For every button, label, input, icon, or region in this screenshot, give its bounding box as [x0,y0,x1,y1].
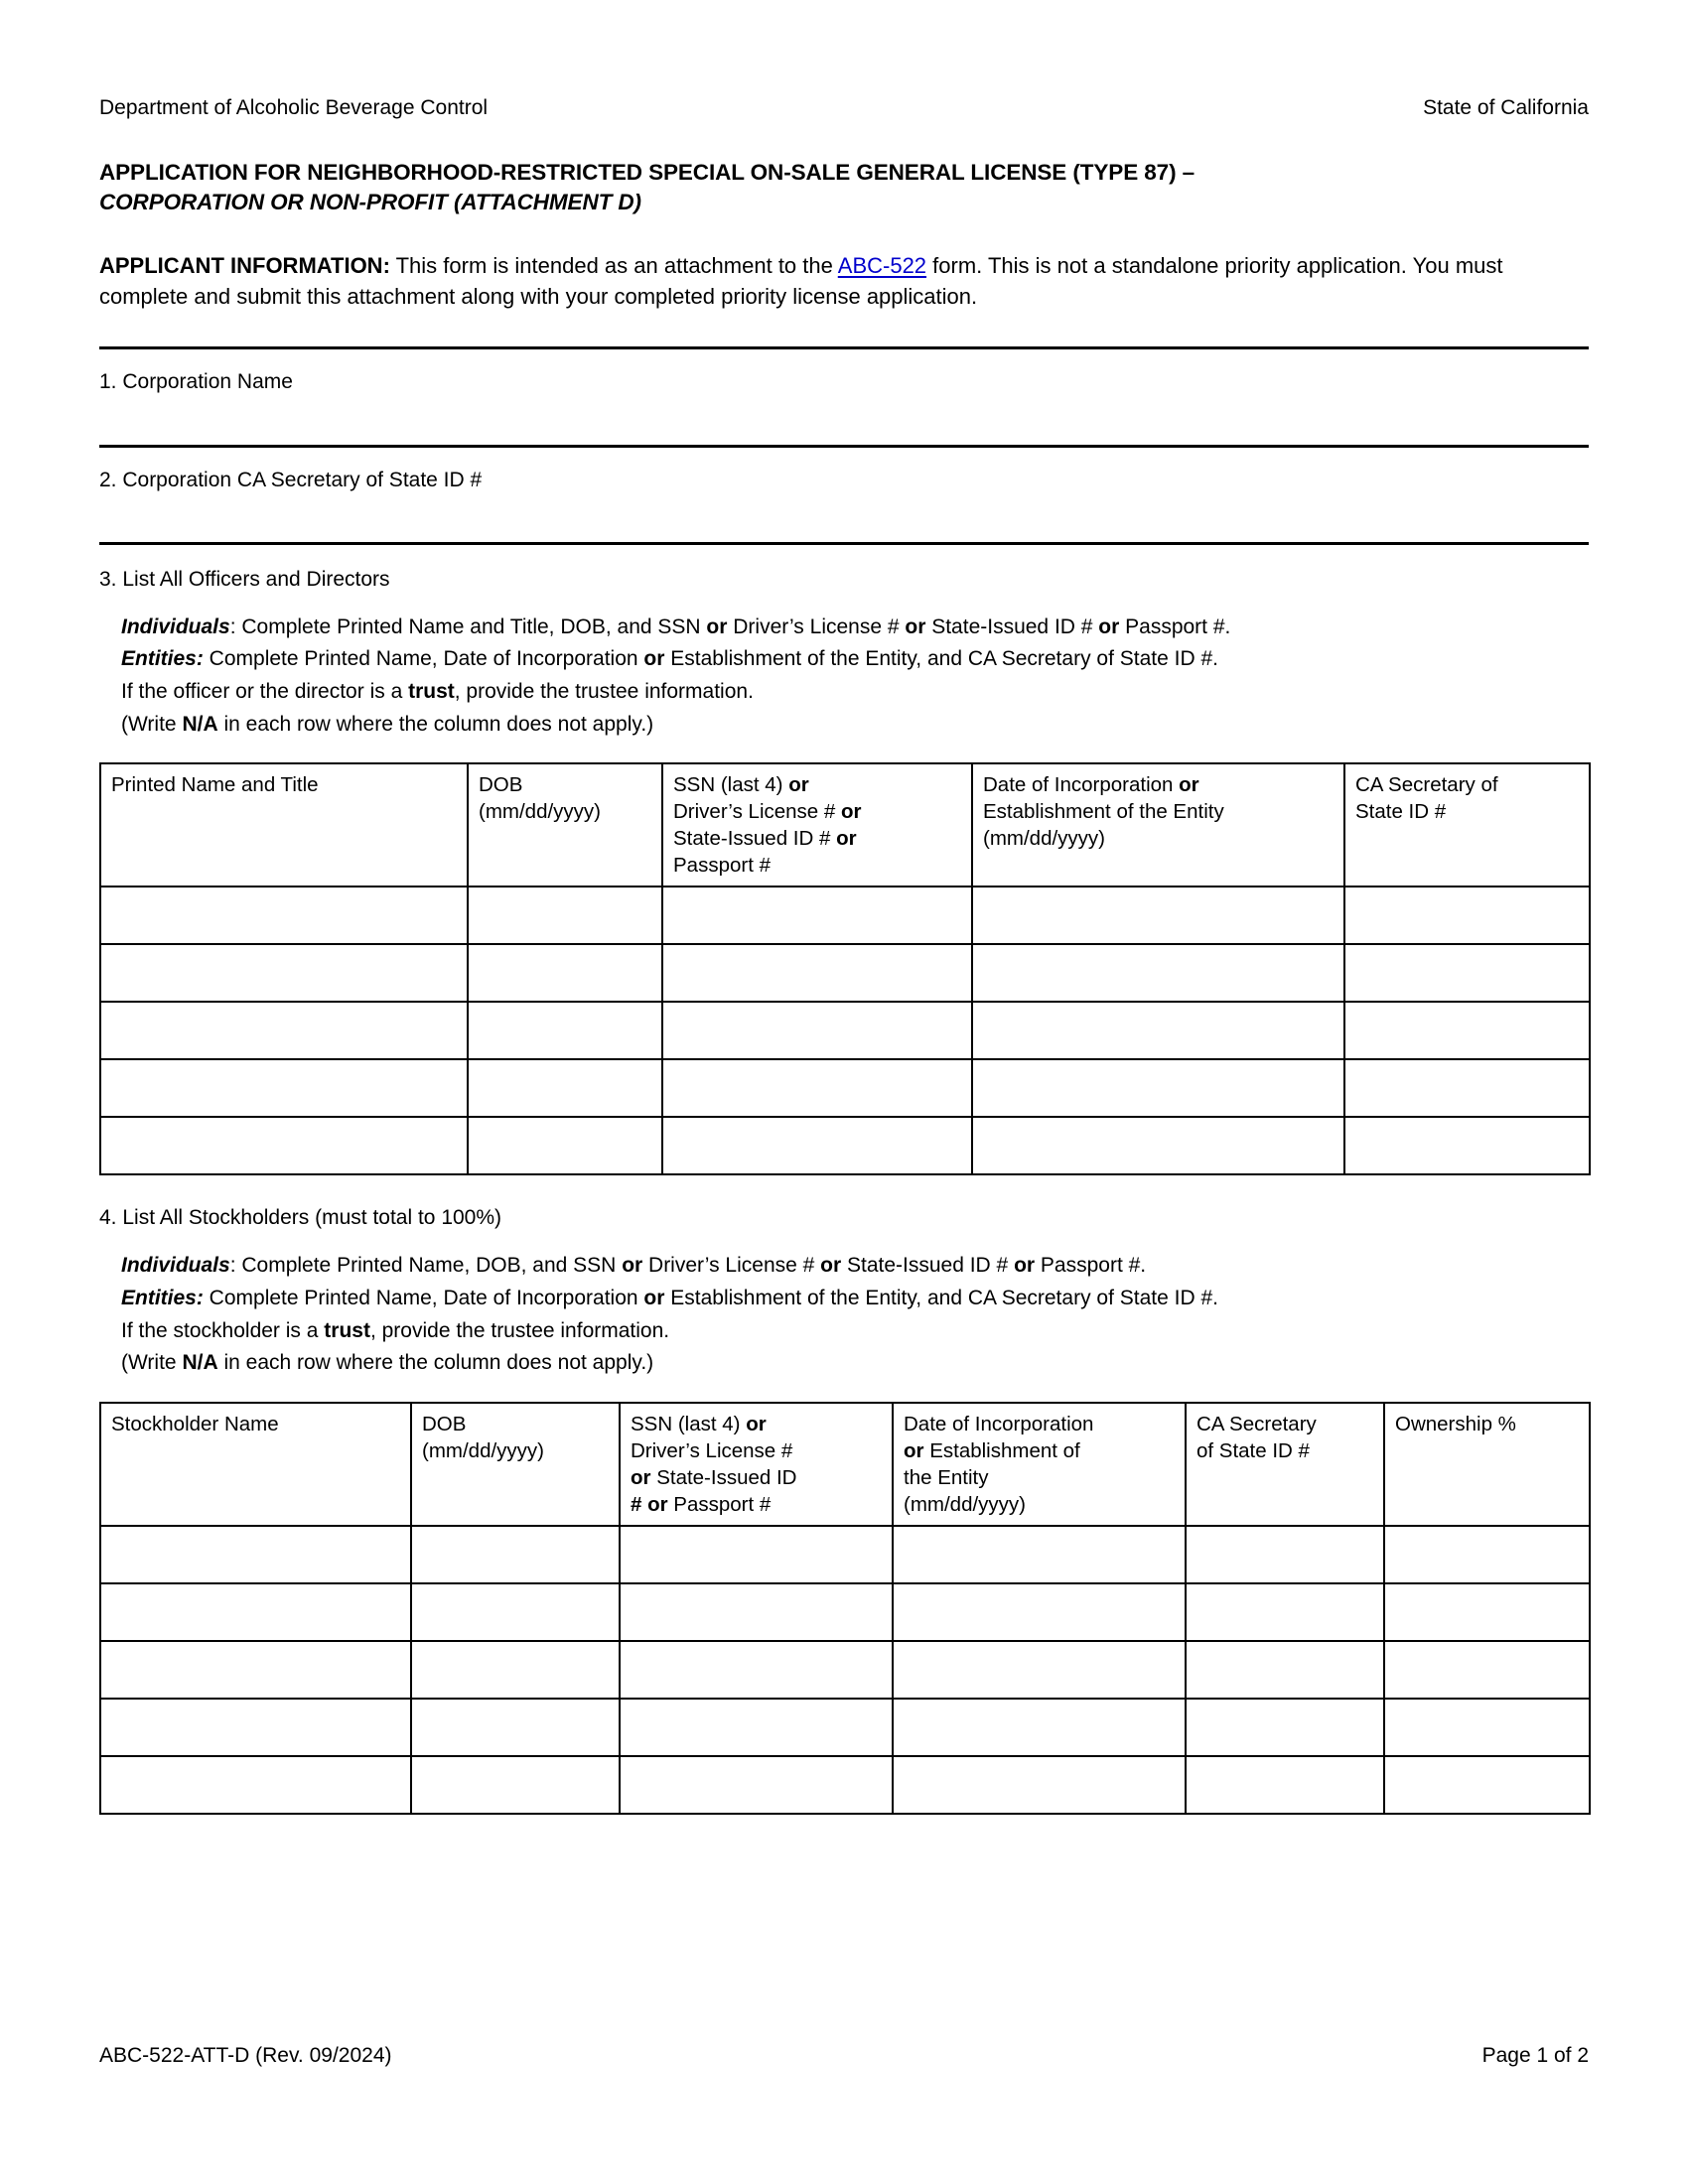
cell-ownership-percent[interactable] [1384,1756,1590,1814]
cell-ca-sos-id[interactable] [1186,1526,1384,1583]
cell-dob[interactable] [468,1002,662,1059]
cell-stockholder-name[interactable] [100,1756,411,1814]
cell-ca-sos-id[interactable] [1186,1641,1384,1699]
individuals-text-4: Passport #. [1035,1254,1147,1278]
col3-line1b: or [746,1412,767,1435]
col3-line4a: Passport # [667,1492,772,1516]
col4-line2a: Establishment of the Entity [983,800,1224,824]
cell-date-incorporation[interactable] [972,1002,1344,1059]
section-3-trust-line [121,676,1589,709]
column-header-ssn-id [620,1403,893,1526]
cell-ssn-id[interactable] [662,1117,972,1174]
individuals-or-3: or [1098,614,1120,638]
cell-stockholder-name[interactable] [100,1699,411,1756]
cell-dob[interactable] [411,1641,620,1699]
col5-line1: CA Secretary of [1355,773,1498,797]
section-4-entities-line [121,1283,1589,1315]
table-row [100,1059,1590,1117]
officers-table-body [100,887,1590,1174]
cell-ssn-id[interactable] [620,1756,893,1814]
column-header-ca-sos-id [1344,763,1590,887]
col5-line2: of State ID # [1196,1438,1310,1462]
cell-ca-sos-id[interactable] [1344,1002,1590,1059]
cell-ownership-percent[interactable] [1384,1583,1590,1641]
cell-ssn-id[interactable] [662,887,972,944]
table-row [100,1117,1590,1174]
col3-line2a: Driver’s License # [673,800,842,824]
document-footer [99,2043,1589,2068]
col4-line3a: (mm/dd/yyyy) [983,827,1105,851]
cell-dob[interactable] [411,1583,620,1641]
section-4-na-line [121,1347,1589,1380]
col4-line4a: (mm/dd/yyyy) [904,1492,1026,1516]
cell-ca-sos-id[interactable] [1186,1699,1384,1756]
applicant-info-text-before-link: This form is intended as an attachment to the [389,252,838,278]
cell-ssn-id[interactable] [662,944,972,1002]
table-row [100,887,1590,944]
individuals-label: Individuals [121,614,230,638]
trust-text-before: If the officer or the director is a [121,680,409,703]
cell-date-incorporation[interactable] [972,1117,1344,1174]
table-row [100,1756,1590,1814]
cell-date-incorporation[interactable] [893,1583,1186,1641]
cell-date-incorporation[interactable] [893,1699,1186,1756]
entities-text-2: Establishment of the Entity, and CA Secretary of State ID #. [664,1287,1218,1310]
entities-label: Entities: [121,1287,204,1310]
table-row [100,1002,1590,1059]
cell-ssn-id[interactable] [620,1641,893,1699]
column-header-ssn-id [662,763,972,887]
section-3-na-line [121,709,1589,742]
section-3-individuals-line [121,612,1589,644]
col3-line4b: # or [631,1492,668,1516]
cell-stockholder-name[interactable] [100,1526,411,1583]
applicant-information-paragraph [99,250,1589,314]
section-4-individuals-line [121,1250,1589,1283]
col2-line1: DOB [422,1412,467,1435]
col3-line2b: or [841,800,862,824]
col4-line1a: Date of Incorporation [904,1412,1094,1435]
cell-ssn-id[interactable] [662,1059,972,1117]
document-header [99,95,1589,120]
title-line-1: APPLICATION FOR NEIGHBORHOOD-RESTRICTED SPECIAL ON-SALE GENERAL LICENSE (TYPE 87) – [99,160,1196,186]
officers-directors-table [99,762,1591,1175]
section-3-heading: 3. List All Officers and Directors [99,567,390,591]
col4-line2b: or [904,1438,924,1462]
table-row [100,1583,1590,1641]
cell-date-incorporation[interactable] [893,1526,1186,1583]
applicant-info-text-after-link: form. This is not a standalone priority application. You must complete and submit this attachment along with your completed priority license application. [99,252,1503,310]
individuals-text-3: State-Issued ID # [841,1254,1015,1278]
na-text-after: in each row where the column does not apply.) [217,1351,654,1375]
individuals-or-1: or [706,614,728,638]
entities-text-1: Complete Printed Name, Date of Incorporation [203,647,644,671]
cell-printed-name-title[interactable] [100,887,468,944]
cell-stockholder-name[interactable] [100,1583,411,1641]
col1-line1: Stockholder Name [111,1412,279,1435]
trust-word: trust [408,680,455,703]
individuals-text-4: Passport #. [1119,614,1231,638]
cell-ownership-percent[interactable] [1384,1699,1590,1756]
cell-stockholder-name[interactable] [100,1641,411,1699]
col5-line2: State ID # [1355,800,1447,824]
col3-line1b: or [788,773,809,797]
column-header-printed-name-title [100,763,468,887]
col3-line3a: State-Issued ID [650,1465,797,1489]
cell-dob[interactable] [468,1059,662,1117]
col2-line2: (mm/dd/yyyy) [479,800,601,824]
table-header-row [100,763,1590,887]
cell-date-incorporation[interactable] [893,1756,1186,1814]
stockholders-table-body [100,1526,1590,1814]
cell-ssn-id[interactable] [620,1526,893,1583]
table-row [100,944,1590,1002]
col3-line3b: or [836,827,857,851]
table-row [100,1641,1590,1699]
section-4-heading: 4. List All Stockholders (must total to 100%) [99,1206,502,1230]
cell-ownership-percent[interactable] [1384,1526,1590,1583]
col3-line1a: SSN (last 4) [631,1412,747,1435]
field-label-corporation-name: 1. Corporation Name [99,370,293,394]
col3-line2a: Driver’s License # [631,1438,793,1462]
col3-line3a: State-Issued ID # [673,827,837,851]
individuals-label: Individuals [121,1254,230,1278]
individuals-text-1: : Complete Printed Name and Title, DOB, and SSN [229,614,707,638]
individuals-or-2: or [820,1254,842,1278]
cell-printed-name-title[interactable] [100,1002,468,1059]
na-text-after: in each row where the column does not apply.) [217,712,654,736]
stockholders-table [99,1402,1591,1815]
cell-date-incorporation[interactable] [972,1059,1344,1117]
cell-ca-sos-id[interactable] [1344,887,1590,944]
na-text-before: (Write [121,1351,183,1375]
section-4-trust-line [121,1315,1589,1348]
cell-ca-sos-id[interactable] [1344,944,1590,1002]
col4-line2a: Establishment of [923,1438,1080,1462]
cell-ssn-id[interactable] [620,1699,893,1756]
entities-or: or [643,647,665,671]
table-row [100,1699,1590,1756]
column-header-dob [468,763,662,887]
na-text-before: (Write [121,712,183,736]
table-row [100,1526,1590,1583]
col4-line3a: the Entity [904,1465,989,1489]
trust-text-before: If the stockholder is a [121,1318,325,1342]
cell-dob[interactable] [411,1699,620,1756]
trust-text-after: , provide the trustee information. [454,680,754,703]
individuals-text-2: Driver’s License # [727,614,906,638]
cell-ca-sos-id[interactable] [1186,1756,1384,1814]
na-word: N/A [182,712,218,736]
col1-line1: Printed Name and Title [111,773,319,797]
cell-dob[interactable] [468,887,662,944]
applicant-information-label: APPLICANT INFORMATION: [99,252,390,278]
abc-522-link[interactable]: ABC-522 [837,252,927,278]
column-header-dob [411,1403,620,1526]
cell-printed-name-title[interactable] [100,1059,468,1117]
cell-date-incorporation[interactable] [893,1641,1186,1699]
state-name: State of California [1423,96,1589,119]
title-line-2: CORPORATION OR NON-PROFIT (ATTACHMENT D) [99,189,641,214]
entities-text-2: Establishment of the Entity, and CA Secretary of State ID #. [664,647,1218,671]
col3-line1a: SSN (last 4) [673,773,789,797]
section-3-instructions [121,612,1589,741]
section-4-instructions [121,1250,1589,1379]
cell-dob[interactable] [468,944,662,1002]
cell-ssn-id[interactable] [662,1002,972,1059]
cell-ca-sos-id[interactable] [1344,1117,1590,1174]
cell-dob[interactable] [411,1526,620,1583]
col5-line1: CA Secretary [1196,1412,1317,1435]
page-title [99,158,1589,216]
col4-line1b: or [1179,773,1199,797]
column-header-ownership-percent [1384,1403,1590,1526]
cell-dob[interactable] [411,1756,620,1814]
entities-or: or [643,1287,665,1310]
column-header-stockholder-name [100,1403,411,1526]
field-label-corporation-sos-id: 2. Corporation CA Secretary of State ID # [99,468,483,491]
form-revision-id: ABC-522-ATT-D (Rev. 09/2024) [99,2044,392,2067]
cell-ca-sos-id[interactable] [1186,1583,1384,1641]
cell-date-incorporation[interactable] [972,887,1344,944]
cell-dob[interactable] [468,1117,662,1174]
individuals-text-1: : Complete Printed Name, DOB, and SSN [229,1254,623,1278]
cell-printed-name-title[interactable] [100,1117,468,1174]
individuals-text-2: Driver’s License # [642,1254,821,1278]
entities-label: Entities: [121,647,204,671]
col2-line1: DOB [479,773,523,797]
cell-ca-sos-id[interactable] [1344,1059,1590,1117]
agency-name: Department of Alcoholic Beverage Control [99,96,489,119]
col4-line1a: Date of Incorporation [983,773,1180,797]
cell-printed-name-title[interactable] [100,944,468,1002]
column-header-date-incorporation [893,1403,1186,1526]
col3-line3b: or [631,1465,651,1489]
individuals-text-3: State-Issued ID # [925,614,1099,638]
col6-line1: Ownership % [1395,1412,1516,1435]
entities-text-1: Complete Printed Name, Date of Incorporation [203,1287,644,1310]
col3-line4a: Passport # [673,854,771,878]
page-number: Page 1 of 2 [1481,2044,1589,2067]
col2-line2: (mm/dd/yyyy) [422,1438,544,1462]
table-header-row [100,1403,1590,1526]
na-word: N/A [182,1351,218,1375]
individuals-or-2: or [905,614,926,638]
individuals-or-1: or [622,1254,643,1278]
cell-ownership-percent[interactable] [1384,1641,1590,1699]
column-header-ca-sos-id [1186,1403,1384,1526]
cell-date-incorporation[interactable] [972,944,1344,1002]
column-header-date-incorporation [972,763,1344,887]
individuals-or-3: or [1014,1254,1036,1278]
section-3-entities-line [121,643,1589,676]
trust-text-after: , provide the trustee information. [369,1318,670,1342]
cell-ssn-id[interactable] [620,1583,893,1641]
trust-word: trust [324,1318,370,1342]
